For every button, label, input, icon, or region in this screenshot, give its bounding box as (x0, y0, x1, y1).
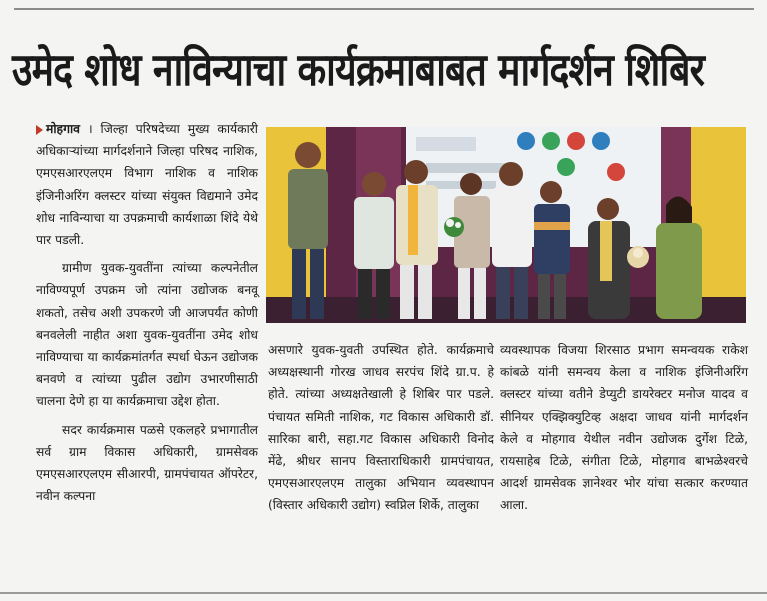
event-photo-illustration (266, 127, 746, 323)
article-paragraph: असणारे युवक-युवती उपस्थित होते. कार्यक्रमाचे अध्यक्षस्थानी गोरख जाधव सरपंच शिंदे ग्रा.प. हे होते. त्यांच्या अध्यक्षतेखाली हे शिबिर पार पडले. पंचायत समिती नाशिक, गट विकास अधिकारी डॉ. सारिका बारी, सहा.गट विकास अधिकारी विनोद मेंढे, श्रीधर सानप विस्ताराधिकारी ग्रामपंचायत, एमएसआरएलएम तालुका अभियान व्यवस्थापन (विस्तार अधिकारी उद्योग) स्वप्निल शिर्के, तालुका (268, 343, 494, 513)
bottom-rule (0, 592, 767, 594)
dateline: मोहगाव (46, 122, 81, 136)
article-paragraph (36, 118, 258, 251)
paragraph-text: । जिल्हा परिषदेच्या मुख्य कार्यकारी अधिकाऱ्यांच्या मार्गदर्शनाने जिल्हा परिषद नाशिक, एमएसआरएलएम विभाग नाशिक व नाशिक इंजिनीअरिंग क्लस्टर यांच्या संयुक्त विद्यमाने उमेद शोध नाविन्याचा या उपक्रमाची कार्यशाळा शिंदे येथे पार पडली. (36, 122, 258, 248)
article-paragraph: ग्रामीण युवक-युवतींना त्यांच्या कल्पनेतील नाविण्यपूर्ण उपक्रम जो त्यांना उद्योजक बनवू शकतो, तसेच अशी उपकरणे जी आजपर्यंत कोणी बनवलेली नाहीत अशा युवक-युवतींना उमेद शोध नाविण्याचा या कार्यक्रमांतर्गत स्पर्धा घेऊन उद्योजक बनवणे व त्यांच्या पुढील उद्योग उभारणीसाठी चालना देणे हा या कार्यक्रमाचा उद्देश होता. (36, 261, 258, 409)
dateline-marker-icon (36, 125, 43, 135)
top-rule (14, 8, 754, 10)
article-column-3 (500, 339, 748, 523)
headline: उमेद शोध नाविन्याचा कार्यक्रमाबाबत मार्गदर्शन शिबिर (12, 43, 705, 96)
article-paragraph: व्यवस्थापक विजया शिरसाठ प्रभाग समन्वयक राकेश कांबळे यांनी समन्वय केला व नाशिक इंजिनीअरिंग क्लस्टर यांच्या वतीने डेप्युटी डायरेक्टर मनोज यादव व सीनियर एक्झिक्युटिव्ह अक्षदा जाधव यांनी मार्गदर्शन केले व मोहगाव येथील नवीन उद्योजक दुर्गेश टिळे, रायसाहेब टिळे, संगीता टिळे, मोहगाव बाभळेश्वरचे आदर्श ग्रामसेवक ज्ञानेश्वर भोर यांचा सत्कार करण्यात आला. (500, 343, 748, 513)
article-column-1 (36, 118, 258, 513)
event-photo (266, 127, 746, 323)
article-column-2 (268, 339, 494, 523)
article-paragraph: सदर कार्यक्रमास पळसे एकलहरे प्रभागातील सर्व ग्राम विकास अधिकारी, ग्रामसेवक एमएसआरएलएम सीआरपी, ग्रामपंचायत ऑपरेटर, नवीन कल्पना (36, 422, 258, 504)
